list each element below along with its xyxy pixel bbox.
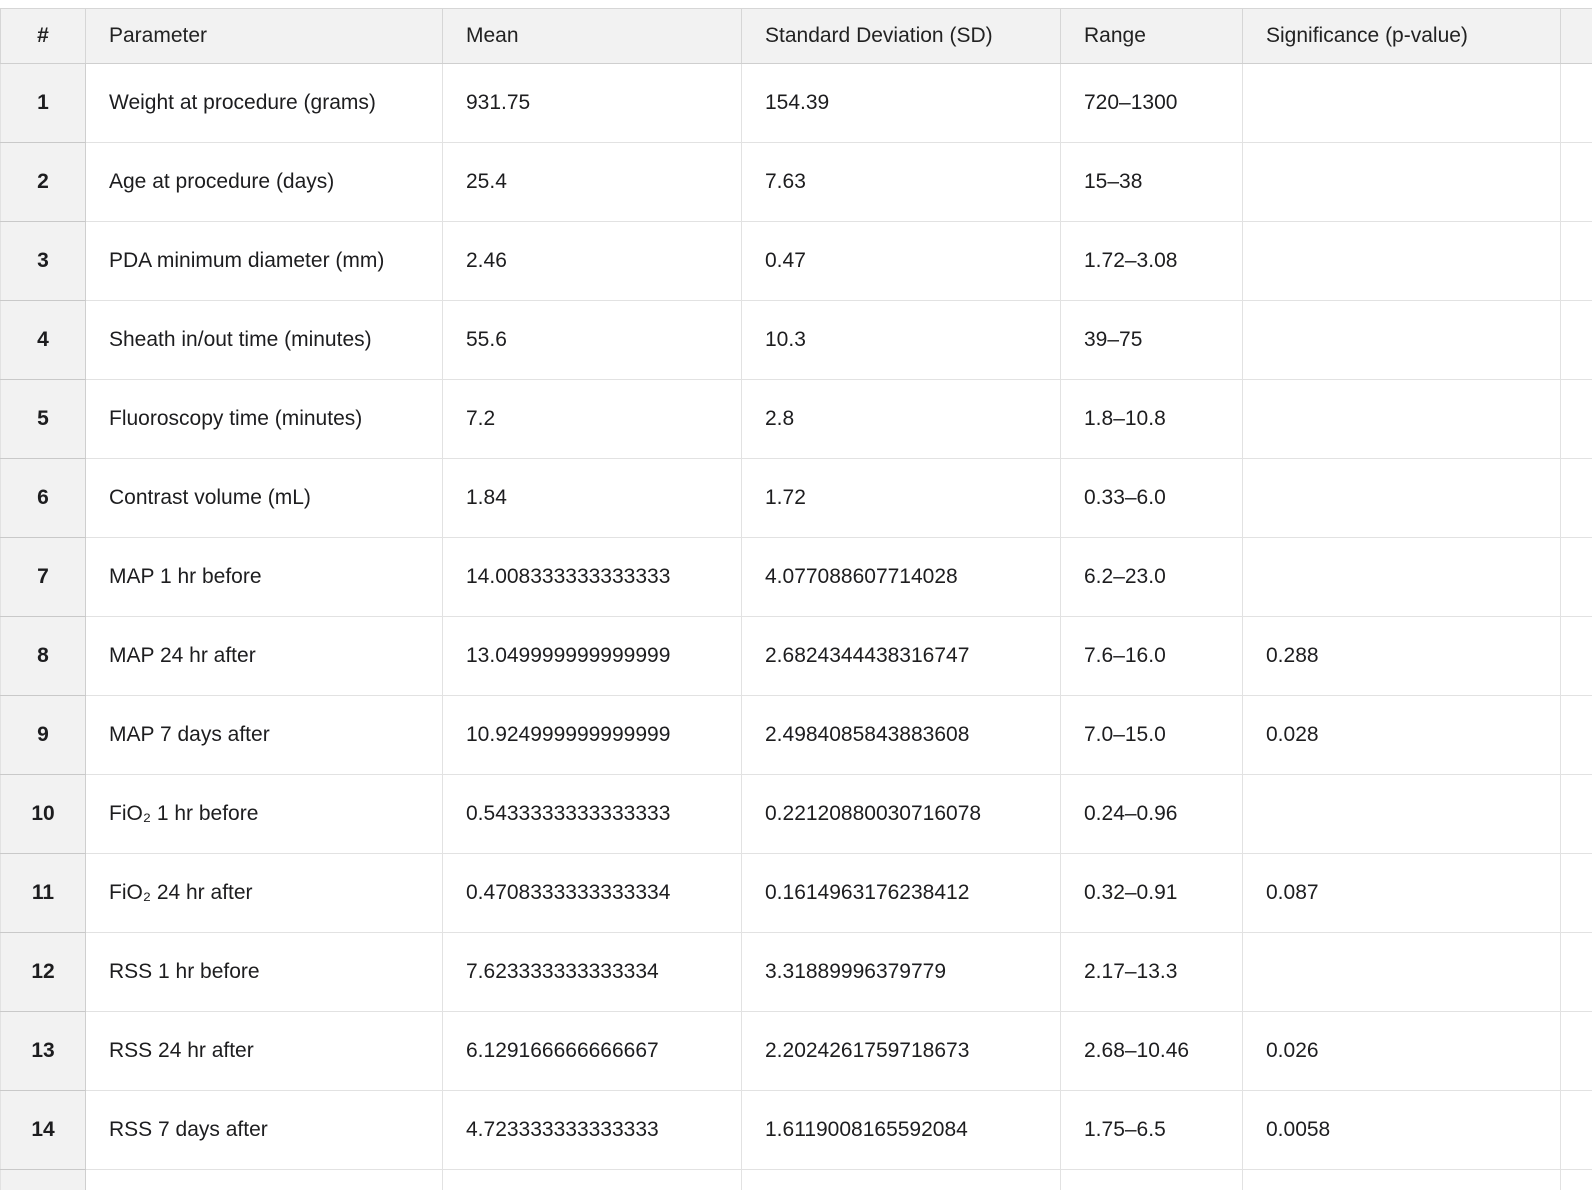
table-row xyxy=(1,1170,1592,1190)
range-cell[interactable]: 0.24–0.96 xyxy=(1061,775,1243,854)
range-cell[interactable]: 6.2–23.0 xyxy=(1061,538,1243,617)
range-cell[interactable]: 2.17–13.3 xyxy=(1061,933,1243,1012)
row-number-cell[interactable]: 7 xyxy=(1,538,86,617)
row-number-cell[interactable]: 3 xyxy=(1,222,86,301)
parameter-cell[interactable]: RSS 7 days after xyxy=(86,1091,443,1170)
mean-cell[interactable]: 14.008333333333333 xyxy=(443,538,742,617)
extra-cell[interactable] xyxy=(1561,143,1592,222)
parameter-cell[interactable]: Sheath in/out time (minutes) xyxy=(86,301,443,380)
table-row xyxy=(1,775,1592,854)
range-cell[interactable]: 720–1300 xyxy=(1061,64,1243,143)
table-row xyxy=(1,696,1592,775)
row-number-cell[interactable]: 1 xyxy=(1,64,86,143)
p-value-cell[interactable] xyxy=(1243,538,1561,617)
sd-cell[interactable]: 1.6119008165592084 xyxy=(742,1091,1061,1170)
row-number-cell[interactable]: 10 xyxy=(1,775,86,854)
parameter-cell[interactable]: FiO₂ 1 hr before xyxy=(86,775,443,854)
row-number-cell[interactable]: 14 xyxy=(1,1091,86,1170)
p-value-cell[interactable] xyxy=(1243,459,1561,538)
mean-cell[interactable]: 4.723333333333333 xyxy=(443,1091,742,1170)
p-value-cell[interactable] xyxy=(1243,64,1561,143)
parameter-cell[interactable]: MAP 24 hr after xyxy=(86,617,443,696)
parameter-cell[interactable] xyxy=(86,1170,443,1190)
sd-cell[interactable]: 2.8 xyxy=(742,380,1061,459)
table-row xyxy=(1,538,1592,617)
parameter-cell[interactable]: Weight at procedure (grams) xyxy=(86,64,443,143)
mean-cell[interactable]: 13.049999999999999 xyxy=(443,617,742,696)
p-value-cell[interactable]: 0.026 xyxy=(1243,1012,1561,1091)
p-value-cell[interactable] xyxy=(1243,222,1561,301)
p-value-cell[interactable]: 0.288 xyxy=(1243,617,1561,696)
parameter-cell[interactable]: PDA minimum diameter (mm) xyxy=(86,222,443,301)
table-row xyxy=(1,1091,1592,1170)
mean-cell[interactable]: 0.5433333333333333 xyxy=(443,775,742,854)
mean-cell[interactable]: 7.2 xyxy=(443,380,742,459)
parameter-cell[interactable]: RSS 24 hr after xyxy=(86,1012,443,1091)
extra-cell[interactable] xyxy=(1561,459,1592,538)
sd-cell[interactable]: 2.6824344438316747 xyxy=(742,617,1061,696)
table-row xyxy=(1,617,1592,696)
table-row xyxy=(1,380,1592,459)
row-number-cell[interactable]: 6 xyxy=(1,459,86,538)
row-number-cell[interactable]: 2 xyxy=(1,143,86,222)
row-number-cell[interactable] xyxy=(1,1170,86,1190)
sd-cell[interactable] xyxy=(742,1170,1061,1190)
table-row xyxy=(1,64,1592,143)
p-value-cell[interactable] xyxy=(1243,775,1561,854)
parameter-cell[interactable]: FiO₂ 24 hr after xyxy=(86,854,443,933)
mean-cell[interactable]: 1.84 xyxy=(443,459,742,538)
extra-cell[interactable] xyxy=(1561,933,1592,1012)
range-cell[interactable]: 0.33–6.0 xyxy=(1061,459,1243,538)
extra-cell[interactable] xyxy=(1561,380,1592,459)
p-value-cell[interactable] xyxy=(1243,143,1561,222)
column-header-range[interactable]: Range xyxy=(1061,9,1243,64)
sd-cell[interactable]: 3.31889996379779 xyxy=(742,933,1061,1012)
sd-cell[interactable]: 0.47 xyxy=(742,222,1061,301)
table-row xyxy=(1,933,1592,1012)
row-number-cell[interactable]: 12 xyxy=(1,933,86,1012)
parameter-cell[interactable]: Age at procedure (days) xyxy=(86,143,443,222)
p-value-cell[interactable] xyxy=(1243,933,1561,1012)
table-row xyxy=(1,143,1592,222)
extra-cell[interactable] xyxy=(1561,696,1592,775)
table-row xyxy=(1,854,1592,933)
column-header-row-number[interactable]: # xyxy=(1,9,86,64)
mean-cell[interactable] xyxy=(443,1170,742,1190)
range-cell[interactable]: 7.0–15.0 xyxy=(1061,696,1243,775)
extra-cell[interactable] xyxy=(1561,617,1592,696)
extra-cell[interactable] xyxy=(1561,775,1592,854)
p-value-cell[interactable] xyxy=(1243,301,1561,380)
p-value-cell[interactable] xyxy=(1243,1170,1561,1190)
sd-cell[interactable]: 10.3 xyxy=(742,301,1061,380)
sd-cell[interactable]: 154.39 xyxy=(742,64,1061,143)
extra-cell[interactable] xyxy=(1561,854,1592,933)
sd-cell[interactable]: 1.72 xyxy=(742,459,1061,538)
range-cell[interactable]: 15–38 xyxy=(1061,143,1243,222)
p-value-cell[interactable]: 0.087 xyxy=(1243,854,1561,933)
extra-cell[interactable] xyxy=(1561,1170,1592,1190)
p-value-cell[interactable] xyxy=(1243,380,1561,459)
column-header-extra[interactable] xyxy=(1561,9,1592,64)
range-cell[interactable]: 7.6–16.0 xyxy=(1061,617,1243,696)
parameter-cell[interactable]: Contrast volume (mL) xyxy=(86,459,443,538)
column-header-mean[interactable]: Mean xyxy=(443,9,742,64)
table-row xyxy=(1,459,1592,538)
p-value-cell[interactable]: 0.028 xyxy=(1243,696,1561,775)
row-number-cell[interactable]: 11 xyxy=(1,854,86,933)
table-row xyxy=(1,222,1592,301)
sd-cell[interactable]: 0.22120880030716078 xyxy=(742,775,1061,854)
mean-cell[interactable]: 0.4708333333333334 xyxy=(443,854,742,933)
mean-cell[interactable]: 2.46 xyxy=(443,222,742,301)
extra-cell[interactable] xyxy=(1561,64,1592,143)
sd-cell[interactable]: 2.4984085843883608 xyxy=(742,696,1061,775)
p-value-cell[interactable]: 0.0058 xyxy=(1243,1091,1561,1170)
table-body xyxy=(1,64,1592,1190)
range-cell[interactable]: 39–75 xyxy=(1061,301,1243,380)
range-cell[interactable]: 1.75–6.5 xyxy=(1061,1091,1243,1170)
extra-cell[interactable] xyxy=(1561,538,1592,617)
sd-cell[interactable]: 0.1614963176238412 xyxy=(742,854,1061,933)
range-cell[interactable]: 1.8–10.8 xyxy=(1061,380,1243,459)
extra-cell[interactable] xyxy=(1561,1091,1592,1170)
row-number-cell[interactable]: 4 xyxy=(1,301,86,380)
mean-cell[interactable]: 55.6 xyxy=(443,301,742,380)
range-cell[interactable]: 1.72–3.08 xyxy=(1061,222,1243,301)
mean-cell[interactable]: 7.623333333333334 xyxy=(443,933,742,1012)
extra-cell[interactable] xyxy=(1561,301,1592,380)
parameter-cell[interactable]: MAP 7 days after xyxy=(86,696,443,775)
spreadsheet-view xyxy=(0,8,1592,1190)
mean-cell[interactable]: 10.924999999999999 xyxy=(443,696,742,775)
table-row xyxy=(1,301,1592,380)
extra-cell[interactable] xyxy=(1561,1012,1592,1091)
row-number-cell[interactable]: 9 xyxy=(1,696,86,775)
sd-cell[interactable]: 7.63 xyxy=(742,143,1061,222)
column-header-p-value[interactable]: Significance (p-value) xyxy=(1243,9,1561,64)
extra-cell[interactable] xyxy=(1561,222,1592,301)
row-number-cell[interactable]: 8 xyxy=(1,617,86,696)
row-number-cell[interactable]: 5 xyxy=(1,380,86,459)
column-header-sd[interactable]: Standard Deviation (SD) xyxy=(742,9,1061,64)
table-row xyxy=(1,1012,1592,1091)
parameter-cell[interactable]: MAP 1 hr before xyxy=(86,538,443,617)
row-number-cell[interactable]: 13 xyxy=(1,1012,86,1091)
parameter-cell[interactable]: RSS 1 hr before xyxy=(86,933,443,1012)
range-cell[interactable]: 0.32–0.91 xyxy=(1061,854,1243,933)
mean-cell[interactable]: 25.4 xyxy=(443,143,742,222)
data-table xyxy=(0,8,1592,1190)
mean-cell[interactable]: 6.129166666666667 xyxy=(443,1012,742,1091)
header-row xyxy=(1,9,1592,64)
range-cell[interactable] xyxy=(1061,1170,1243,1190)
mean-cell[interactable]: 931.75 xyxy=(443,64,742,143)
sd-cell[interactable]: 4.077088607714028 xyxy=(742,538,1061,617)
parameter-cell[interactable]: Fluoroscopy time (minutes) xyxy=(86,380,443,459)
range-cell[interactable]: 2.68–10.46 xyxy=(1061,1012,1243,1091)
sd-cell[interactable]: 2.2024261759718673 xyxy=(742,1012,1061,1091)
column-header-parameter[interactable]: Parameter xyxy=(86,9,443,64)
